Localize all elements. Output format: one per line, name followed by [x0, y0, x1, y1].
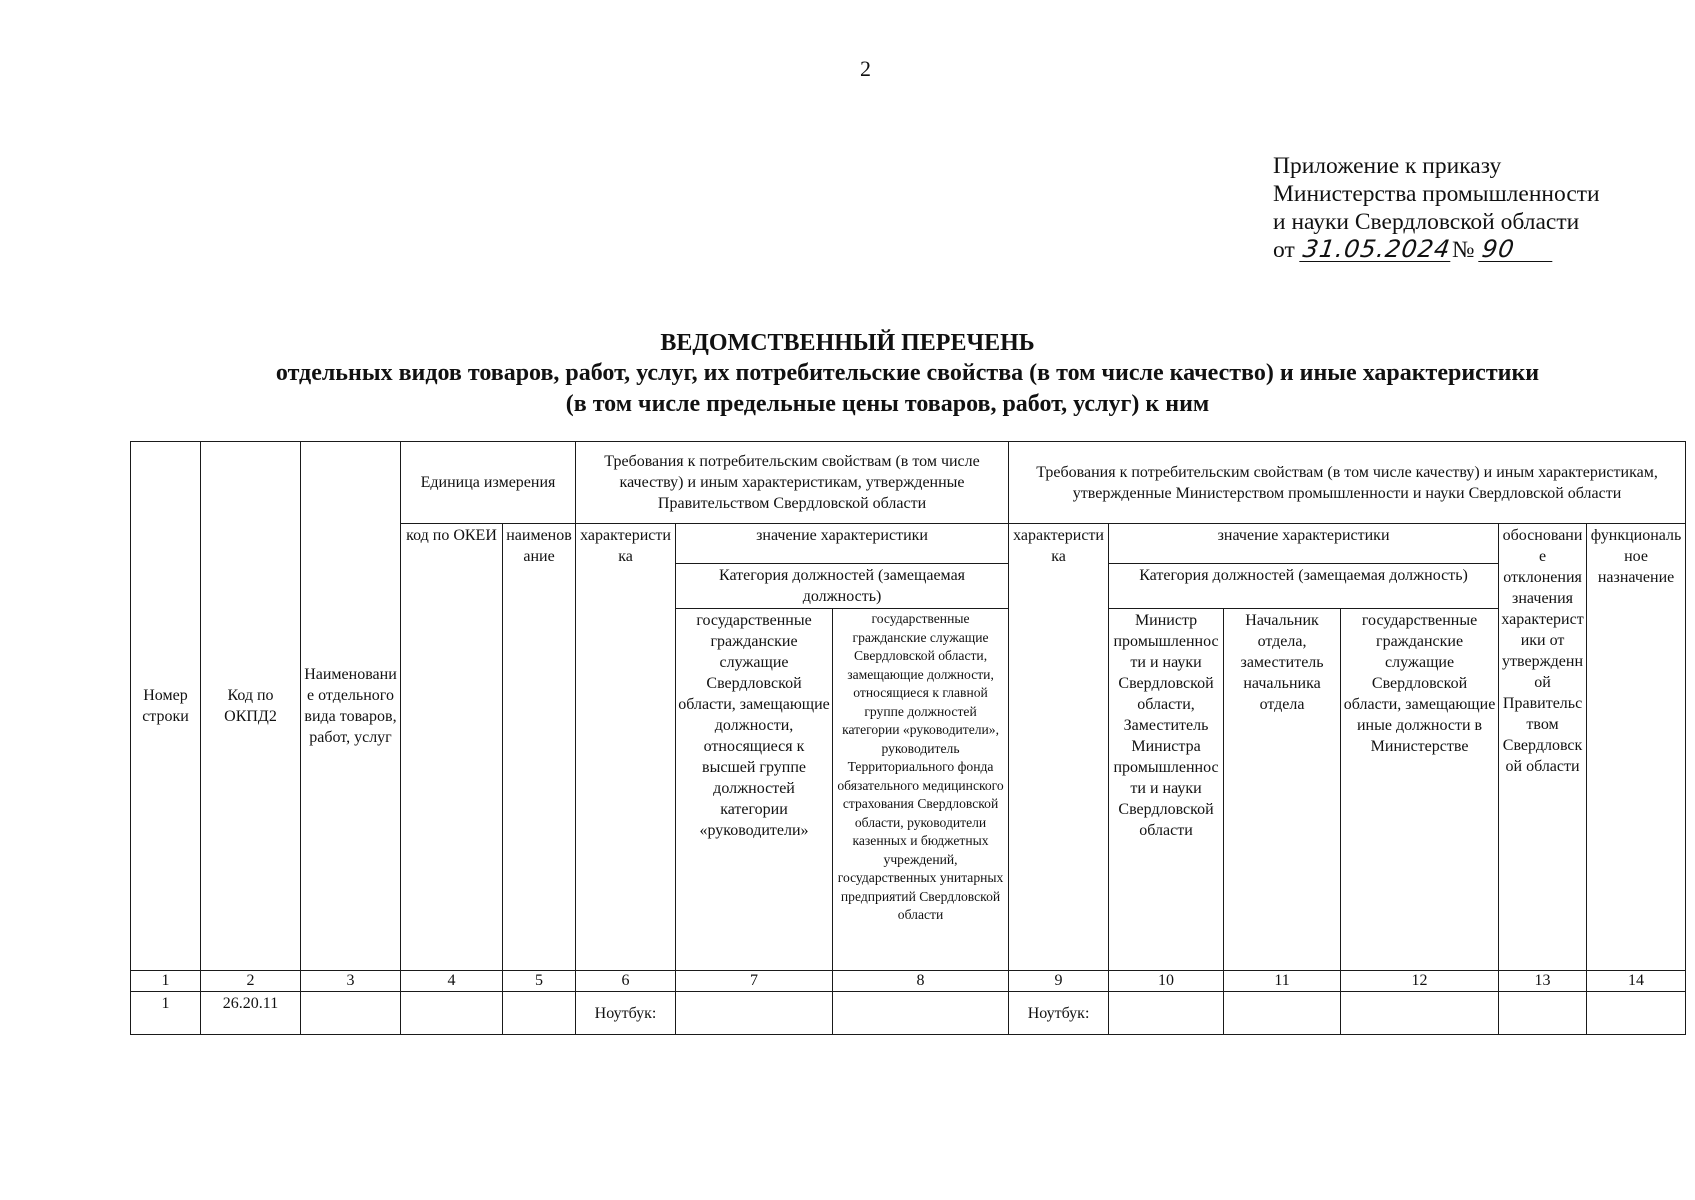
column-number: 10 [1109, 971, 1224, 992]
cell-value-head [1224, 992, 1341, 1035]
header-gov-requirements: Требования к потребительским свойствам (в том числе качеству) и иным характеристикам, утвержденные Правительством Свердловской области [576, 442, 1009, 524]
column-numbers-row [131, 971, 1686, 992]
column-number: 2 [201, 971, 301, 992]
cell-okei [401, 992, 503, 1035]
column-number: 12 [1341, 971, 1499, 992]
date-prefix: от [1273, 237, 1295, 263]
cell-characteristic-gov: Ноутбук: [576, 992, 676, 1035]
column-number: 1 [131, 971, 201, 992]
cell-value-other [1341, 992, 1499, 1035]
appendix-line: Министерства промышленности [1273, 181, 1600, 207]
page-number: 2 [860, 56, 871, 81]
document-subtitle: (в том числе предельные цены товаров, работ, услуг) к ним [565, 391, 1210, 417]
cell-value-main [833, 992, 1009, 1035]
requirements-table [130, 441, 1686, 1035]
column-number: 4 [401, 971, 503, 992]
cell-value-minister [1109, 992, 1224, 1035]
header-characteristic-ministry: характеристика [1009, 524, 1109, 971]
column-number: 9 [1009, 971, 1109, 992]
column-number: 8 [833, 971, 1009, 992]
header-deviation: обоснование отклонения значения характеристики от утвержденной Правительством Свердловской области [1499, 524, 1587, 971]
cell-item-name [301, 992, 401, 1035]
handwritten-date: 31.05.2024 [1300, 235, 1453, 263]
header-unit-name: наименование [503, 524, 576, 971]
appendix-line: Приложение к приказу [1273, 153, 1502, 179]
cell-row-number: 1 [131, 992, 201, 1035]
header-row-number: Номер строки [131, 442, 201, 971]
header-characteristic-gov: характеристика [576, 524, 676, 971]
header-minister: Министр промышленности и науки Свердловской области, Заместитель Министра промышленности и науки Свердловской области [1109, 609, 1224, 971]
cell-value-higher [676, 992, 833, 1035]
header-value-ministry: значение характеристики [1109, 524, 1499, 564]
header-purpose: функциональное назначение [1587, 524, 1686, 971]
appendix-line: и науки Свердловской области [1273, 209, 1580, 235]
column-number: 11 [1224, 971, 1341, 992]
column-number: 3 [301, 971, 401, 992]
header-value-gov: значение характеристики [676, 524, 1009, 564]
handwritten-number: 90 [1479, 237, 1557, 262]
table-row [131, 992, 1686, 1035]
header-gov-main-group: государственные гражданские служащие Свердловской области, замещающие должности, относящиеся к главной группе должностей категории «руководители», руководитель Территориального фонда обязательного медицинского страхования Свердловской области, руководители казенных и бюджетных учреждений, государственных унитарных предприятий Свердловской области [833, 609, 1009, 971]
cell-deviation [1499, 992, 1587, 1035]
number-prefix: № [1452, 237, 1475, 263]
header-okei-code: код по ОКЕИ [401, 524, 503, 971]
appendix-note [1273, 152, 1600, 264]
column-number: 5 [503, 971, 576, 992]
column-number: 6 [576, 971, 676, 992]
header-other-positions: государственные гражданские служащие Свердловской области, замещающие иные должности в Министерстве [1341, 609, 1499, 971]
header-gov-higher-group: государственные гражданские служащие Свердловской области, замещающие должности, относящиеся к высшей группе должностей категории «руководители» [676, 609, 833, 971]
cell-characteristic-ministry: Ноутбук: [1009, 992, 1109, 1035]
document-title: ВЕДОМСТВЕННЫЙ ПЕРЕЧЕНЬ [660, 330, 1035, 356]
cell-purpose [1587, 992, 1686, 1035]
header-position-category-gov: Категория должностей (замещаемая должность) [676, 564, 1009, 609]
document-subtitle: отдельных видов товаров, работ, услуг, их потребительские свойства (в том числе качество) и иные характеристики [275, 360, 1540, 386]
header-item-name: Наименование отдельного вида товаров, работ, услуг [301, 442, 401, 971]
column-number: 7 [676, 971, 833, 992]
header-unit-group: Единица измерения [401, 442, 576, 524]
header-okpd2-code: Код по ОКПД2 [201, 442, 301, 971]
cell-unit [503, 992, 576, 1035]
column-number: 14 [1587, 971, 1686, 992]
header-department-head: Начальник отдела, заместитель начальника отдела [1224, 609, 1341, 971]
cell-okpd2: 26.20.11 [201, 992, 301, 1035]
column-number: 13 [1499, 971, 1587, 992]
header-ministry-requirements: Требования к потребительским свойствам (в том числе качеству) и иным характеристикам, утвержденные Министерством промышленности и науки Свердловской области [1009, 442, 1686, 524]
appendix-date-line [1273, 236, 1600, 264]
header-position-category-ministry: Категория должностей (замещаемая должность) [1109, 564, 1499, 609]
